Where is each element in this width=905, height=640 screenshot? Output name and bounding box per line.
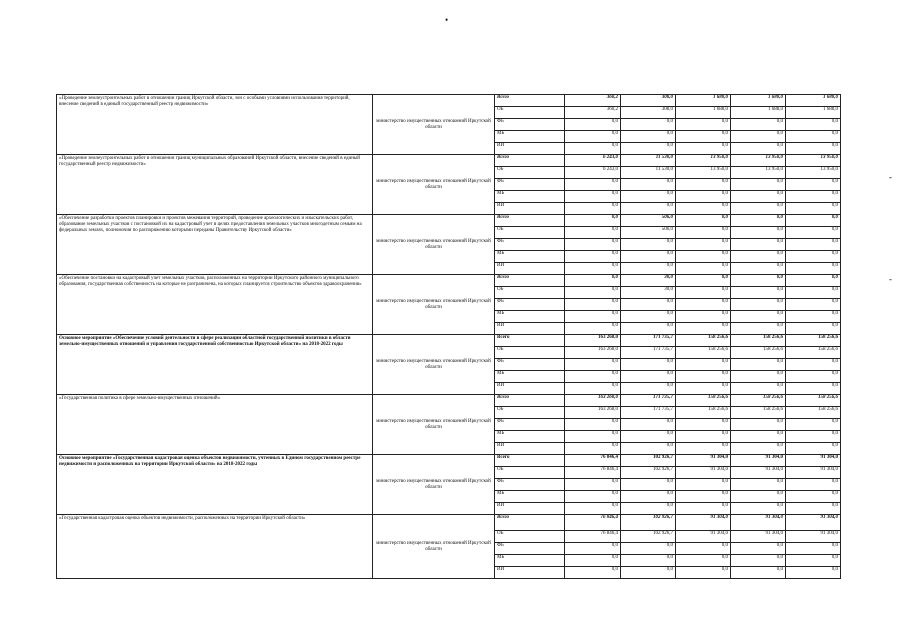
funding-source: ФБ [495,479,565,491]
amount-cell: 0,0 [786,311,841,323]
funding-source: ОБ [495,107,565,119]
amount-cell: 0,0 [731,567,786,579]
amount-cell: 0,0 [731,299,786,311]
amount-cell: 158 256,6 [786,407,841,419]
amount-cell: 0,0 [731,179,786,191]
amount-cell: 0,0 [786,543,841,555]
activity-title: «Государственная политика в сфере земельно-имущественных отношений» [57,395,373,455]
amount-cell: 0,0 [565,419,621,431]
amount-cell: 0,0 [731,275,786,287]
funding-source: ФБ [495,419,565,431]
amount-cell: 1 688,0 [786,95,841,107]
amount-cell: 76 846,4 [565,455,621,467]
amount-cell: 171 735,7 [621,407,676,419]
table-row-total [57,455,841,467]
funding-source: МБ [495,311,565,323]
amount-cell: 0,0 [786,179,841,191]
amount-cell: 0,0 [565,567,621,579]
amount-cell: 1 688,0 [731,107,786,119]
amount-cell: 0,0 [676,431,731,443]
funding-source: Всего [495,395,565,407]
amount-cell: 0,0 [565,191,621,203]
amount-cell: 0,0 [621,543,676,555]
amount-cell: 0,0 [565,215,621,227]
amount-cell: 0,0 [621,119,676,131]
amount-cell: 163 268,0 [565,395,621,407]
amount-cell: 0,0 [621,263,676,275]
responsible-executor: министерство имущественных отношений Иркутской области [373,95,495,155]
amount-cell: 0,0 [676,179,731,191]
amount-cell: 13 950,0 [676,167,731,179]
amount-cell: 0,0 [731,555,786,567]
amount-cell: 102 926,7 [621,455,676,467]
amount-cell: 0,0 [565,443,621,455]
amount-cell: 0,0 [786,119,841,131]
amount-cell: 0,0 [731,491,786,503]
amount-cell: 0,0 [786,371,841,383]
amount-cell: 0,0 [621,251,676,263]
amount-cell: 0,0 [565,143,621,155]
amount-cell: 506,0 [621,227,676,239]
amount-cell: 0,0 [786,227,841,239]
amount-cell: 0,0 [786,443,841,455]
amount-cell: 0,0 [731,227,786,239]
amount-cell: 0,0 [731,311,786,323]
amount-cell: 0,0 [621,131,676,143]
amount-cell: 1 688,0 [731,95,786,107]
amount-cell: 13 950,0 [676,155,731,167]
amount-cell: 0,0 [676,383,731,395]
amount-cell: 158 256,6 [731,407,786,419]
amount-cell: 76 846,4 [565,467,621,479]
amount-cell: 0,0 [786,299,841,311]
amount-cell: 0,0 [731,371,786,383]
amount-cell: 0,0 [731,287,786,299]
funding-source: ИИ [495,263,565,275]
amount-cell: 0,0 [676,491,731,503]
funding-source: ФБ [495,359,565,371]
amount-cell: 0,0 [565,131,621,143]
responsible-executor: министерство имущественных отношений Иркутской области [373,335,495,395]
amount-cell: 0,0 [731,479,786,491]
table-row-total [57,215,841,227]
amount-cell: 0,0 [621,143,676,155]
amount-cell: 0,0 [621,203,676,215]
amount-cell: 0,0 [621,299,676,311]
funding-source: Всего [495,455,565,467]
table-row-total [57,275,841,287]
activity-title: «Проведение землеустроительных работ в отношении границ Иркутской области, зон с особыми условиями использования территорий, внесение сведений в единый государственный реестр недвижимости» [57,95,373,155]
amount-cell: 506,0 [621,215,676,227]
amount-cell: 0,0 [786,131,841,143]
amount-cell: 0,0 [731,215,786,227]
amount-cell: 0,0 [786,431,841,443]
amount-cell: 0,0 [676,479,731,491]
funding-source: ОБ [495,347,565,359]
amount-cell: 0,0 [786,491,841,503]
funding-source: Всего [495,95,565,107]
amount-cell: 158 256,6 [731,347,786,359]
funding-source: МБ [495,371,565,383]
amount-cell: 158 256,6 [786,335,841,347]
amount-cell: 91 304,0 [676,515,731,531]
amount-cell: 0,0 [676,119,731,131]
amount-cell: 91 304,0 [786,531,841,543]
amount-cell: 1 688,0 [676,107,731,119]
amount-cell: 158 256,6 [786,395,841,407]
table-row-total [57,515,841,531]
amount-cell: 91 304,0 [786,515,841,531]
table-row-total [57,95,841,107]
amount-cell: 0,0 [786,419,841,431]
amount-cell: 0,0 [676,503,731,515]
amount-cell: 163 268,0 [565,347,621,359]
funding-source: МБ [495,191,565,203]
amount-cell: 0,0 [621,479,676,491]
amount-cell: 0,0 [621,359,676,371]
amount-cell: 0,0 [621,431,676,443]
amount-cell: 0,0 [621,179,676,191]
amount-cell: 0,0 [676,215,731,227]
amount-cell: 0,0 [731,503,786,515]
amount-cell: 0,0 [565,359,621,371]
amount-cell: 91 304,0 [786,467,841,479]
amount-cell: 0,0 [565,479,621,491]
amount-cell: 0,0 [786,275,841,287]
amount-cell: 0,0 [786,503,841,515]
amount-cell: 102 926,7 [621,515,676,531]
amount-cell: 102 926,7 [621,467,676,479]
funding-source: ИИ [495,143,565,155]
amount-cell: 0,0 [621,443,676,455]
amount-cell: 0,0 [565,203,621,215]
amount-cell: 0,0 [676,131,731,143]
funding-source: ОБ [495,227,565,239]
amount-cell: 0,0 [786,555,841,567]
amount-cell: 158 256,6 [676,335,731,347]
funding-source: ОБ [495,467,565,479]
amount-cell: 0,0 [786,263,841,275]
activity-title: Основное мероприятие «Обеспечение условий деятельности в сфере реализации областной государственной политики в области земельно-имущественных отношений и управления государственной собственностью Иркутской области» на 2018-2022 годы [57,335,373,395]
amount-cell: 0,0 [676,191,731,203]
amount-cell: 0,0 [731,119,786,131]
amount-cell: 0,0 [786,251,841,263]
amount-cell: 30,0 [621,287,676,299]
table-row-total [57,335,841,347]
amount-cell: 76 846,4 [565,531,621,543]
amount-cell: 0,0 [676,543,731,555]
amount-cell: 0,0 [565,179,621,191]
amount-cell: 0,0 [731,383,786,395]
activity-title: Основное мероприятие «Государственная кадастровая оценка объектов недвижимости, учтенных в Едином государственном реестре недвижимости и расположенных на территории Иркутской области» на 2018-2022 годы [57,455,373,515]
margin-mark: - [889,172,892,182]
amount-cell: 0,0 [731,431,786,443]
amount-cell: 360,2 [565,107,621,119]
funding-source: МБ [495,131,565,143]
amount-cell: 91 304,0 [731,515,786,531]
amount-cell: 0,0 [731,543,786,555]
funding-source: ИИ [495,383,565,395]
amount-cell: 11 530,0 [621,167,676,179]
amount-cell: 0,0 [786,239,841,251]
amount-cell: 0,0 [565,299,621,311]
amount-cell: 158 256,6 [786,347,841,359]
amount-cell: 102 926,7 [621,531,676,543]
funding-source: ОБ [495,287,565,299]
funding-source: ФБ [495,543,565,555]
amount-cell: 13 950,0 [786,155,841,167]
amount-cell: 91 304,0 [731,455,786,467]
amount-cell: 158 256,6 [731,395,786,407]
amount-cell: 0,0 [565,543,621,555]
amount-cell: 0,0 [565,251,621,263]
amount-cell: 0,0 [786,479,841,491]
amount-cell: 30,0 [621,275,676,287]
amount-cell: 0,0 [786,143,841,155]
amount-cell: 91 304,0 [731,467,786,479]
activity-title: «Обеспечение постановки на кадастровый учет земельных участков, расположенных на территории Иркутского районного муниципального образования, государственная собственность на которые не разграничена, на которых планируется строительство объектов здравоохранения» [57,275,373,335]
budget-table-container [56,94,840,579]
amount-cell: 13 950,0 [731,155,786,167]
amount-cell: 0,0 [565,239,621,251]
amount-cell: 11 530,0 [621,155,676,167]
funding-source: ОБ [495,167,565,179]
funding-source: ИИ [495,323,565,335]
amount-cell: 0,0 [731,419,786,431]
amount-cell: 0,0 [621,323,676,335]
amount-cell: 0,0 [786,287,841,299]
funding-source: ОБ [495,531,565,543]
amount-cell: 0,0 [676,323,731,335]
margin-mark: - [889,274,892,284]
amount-cell: 0,0 [621,567,676,579]
funding-source: МБ [495,251,565,263]
amount-cell: 1 688,0 [786,107,841,119]
amount-cell: 0,0 [621,371,676,383]
amount-cell: 171 735,7 [621,395,676,407]
amount-cell: 6 243,0 [565,167,621,179]
amount-cell: 0,0 [565,227,621,239]
amount-cell: 0,0 [731,443,786,455]
amount-cell: 360,2 [565,95,621,107]
amount-cell: 0,0 [621,491,676,503]
amount-cell: 171 735,7 [621,335,676,347]
funding-source: Всего [495,275,565,287]
amount-cell: 0,0 [676,371,731,383]
funding-source: МБ [495,431,565,443]
amount-cell: 91 304,0 [676,455,731,467]
funding-source: ОБ [495,407,565,419]
funding-source: МБ [495,555,565,567]
amount-cell: 0,0 [676,239,731,251]
amount-cell: 0,0 [676,555,731,567]
amount-cell: 308,0 [621,107,676,119]
amount-cell: 1 688,0 [676,95,731,107]
amount-cell: 0,0 [621,555,676,567]
amount-cell: 0,0 [565,275,621,287]
amount-cell: 0,0 [731,263,786,275]
amount-cell: 0,0 [621,503,676,515]
amount-cell: 163 268,0 [565,407,621,419]
funding-source: ИИ [495,567,565,579]
amount-cell: 0,0 [621,383,676,395]
responsible-executor: министерство имущественных отношений Иркутской области [373,215,495,275]
amount-cell: 0,0 [621,239,676,251]
amount-cell: 0,0 [786,359,841,371]
amount-cell: 0,0 [565,323,621,335]
amount-cell: 6 243,0 [565,155,621,167]
amount-cell: 158 256,6 [676,407,731,419]
amount-cell: 0,0 [786,191,841,203]
funding-source: ФБ [495,179,565,191]
amount-cell: 0,0 [565,119,621,131]
amount-cell: 0,0 [565,383,621,395]
funding-source: МБ [495,491,565,503]
amount-cell: 0,0 [676,359,731,371]
table-row-total [57,155,841,167]
amount-cell: 0,0 [676,203,731,215]
funding-source: ФБ [495,239,565,251]
amount-cell: 0,0 [676,227,731,239]
amount-cell: 0,0 [565,491,621,503]
table-body [57,95,841,579]
amount-cell: 0,0 [565,555,621,567]
amount-cell: 158 256,6 [731,335,786,347]
funding-source: ИИ [495,203,565,215]
amount-cell: 0,0 [565,263,621,275]
amount-cell: 0,0 [786,383,841,395]
amount-cell: 91 304,0 [786,455,841,467]
amount-cell: 0,0 [731,323,786,335]
responsible-executor: министерство имущественных отношений Иркутской области [373,155,495,215]
amount-cell: 0,0 [676,567,731,579]
amount-cell: 91 304,0 [676,467,731,479]
page-mark: • [445,15,449,25]
amount-cell: 0,0 [565,311,621,323]
funding-source: ИИ [495,443,565,455]
amount-cell: 0,0 [731,251,786,263]
amount-cell: 0,0 [565,431,621,443]
table-row-total [57,395,841,407]
amount-cell: 308,0 [621,95,676,107]
amount-cell: 0,0 [676,263,731,275]
amount-cell: 0,0 [621,419,676,431]
responsible-executor: министерство имущественных отношений Иркутской области [373,455,495,515]
amount-cell: 0,0 [731,359,786,371]
amount-cell: 0,0 [786,215,841,227]
amount-cell: 0,0 [731,143,786,155]
amount-cell: 0,0 [676,251,731,263]
amount-cell: 13 950,0 [786,167,841,179]
amount-cell: 91 304,0 [676,531,731,543]
amount-cell: 0,0 [676,419,731,431]
amount-cell: 0,0 [676,275,731,287]
amount-cell: 0,0 [621,191,676,203]
funding-source: Всего [495,515,565,531]
amount-cell: 0,0 [731,239,786,251]
amount-cell: 13 950,0 [731,167,786,179]
amount-cell: 0,0 [786,567,841,579]
amount-cell: 0,0 [786,203,841,215]
funding-source: ФБ [495,119,565,131]
funding-source: Всего [495,155,565,167]
funding-source: Всего [495,215,565,227]
amount-cell: 158 256,6 [676,395,731,407]
amount-cell: 171 735,7 [621,347,676,359]
responsible-executor: министерство имущественных отношений Иркутской области [373,515,495,579]
amount-cell: 0,0 [565,371,621,383]
responsible-executor: министерство имущественных отношений Иркутской области [373,395,495,455]
amount-cell: 0,0 [565,287,621,299]
amount-cell: 0,0 [731,131,786,143]
amount-cell: 158 256,6 [676,347,731,359]
funding-source: ФБ [495,299,565,311]
amount-cell: 0,0 [731,203,786,215]
funding-source: ИИ [495,503,565,515]
amount-cell: 0,0 [731,191,786,203]
amount-cell: 76 846,4 [565,515,621,531]
responsible-executor: министерство имущественных отношений Иркутской области [373,275,495,335]
amount-cell: 0,0 [676,311,731,323]
amount-cell: 0,0 [565,503,621,515]
budget-table [56,94,841,579]
amount-cell: 0,0 [676,287,731,299]
activity-title: «Государственная кадастровая оценка объектов недвижимости, расположенных на территории Иркутской области» [57,515,373,579]
activity-title: «Обеспечение разработки проектов планировки и проектов межевания территорий, проведение археологических и изыскательских работ, образование земельных участков с постановкой их на кадастровый учет в целях предоставления земельных участков многодетным семьям на федеральных землях, полномочия по распоряжению которыми переданы Правительству Иркутской области» [57,215,373,275]
amount-cell: 91 304,0 [731,531,786,543]
amount-cell: 0,0 [676,443,731,455]
funding-source: Всего [495,335,565,347]
amount-cell: 0,0 [676,143,731,155]
amount-cell: 0,0 [621,311,676,323]
amount-cell: 163 268,0 [565,335,621,347]
activity-title: «Проведение землеустроительных работ в отношении границ муниципальных образований Иркутской области, внесение сведений в единый государственный реестр недвижимости» [57,155,373,215]
amount-cell: 0,0 [786,323,841,335]
amount-cell: 0,0 [676,299,731,311]
